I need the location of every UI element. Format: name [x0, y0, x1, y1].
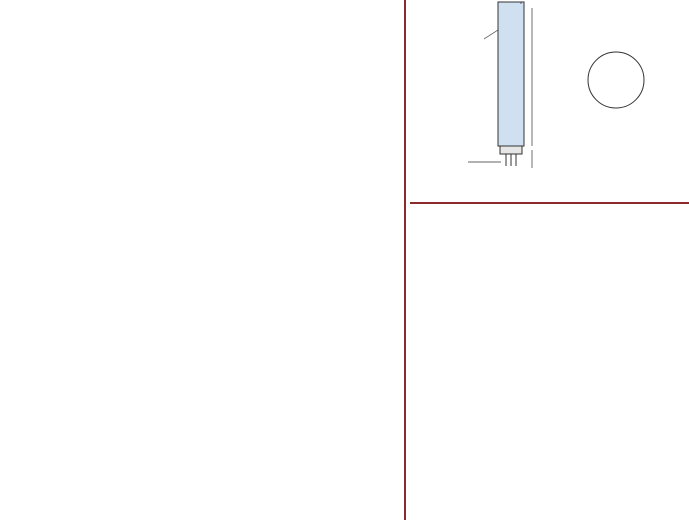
tube-body: [498, 2, 524, 146]
tube-base: [500, 146, 522, 154]
pin-circle: [588, 52, 644, 108]
spectral-response-chart: [409, 215, 689, 520]
section-separator: [410, 202, 689, 204]
pmt-diagram[interactable]: [406, 0, 689, 180]
